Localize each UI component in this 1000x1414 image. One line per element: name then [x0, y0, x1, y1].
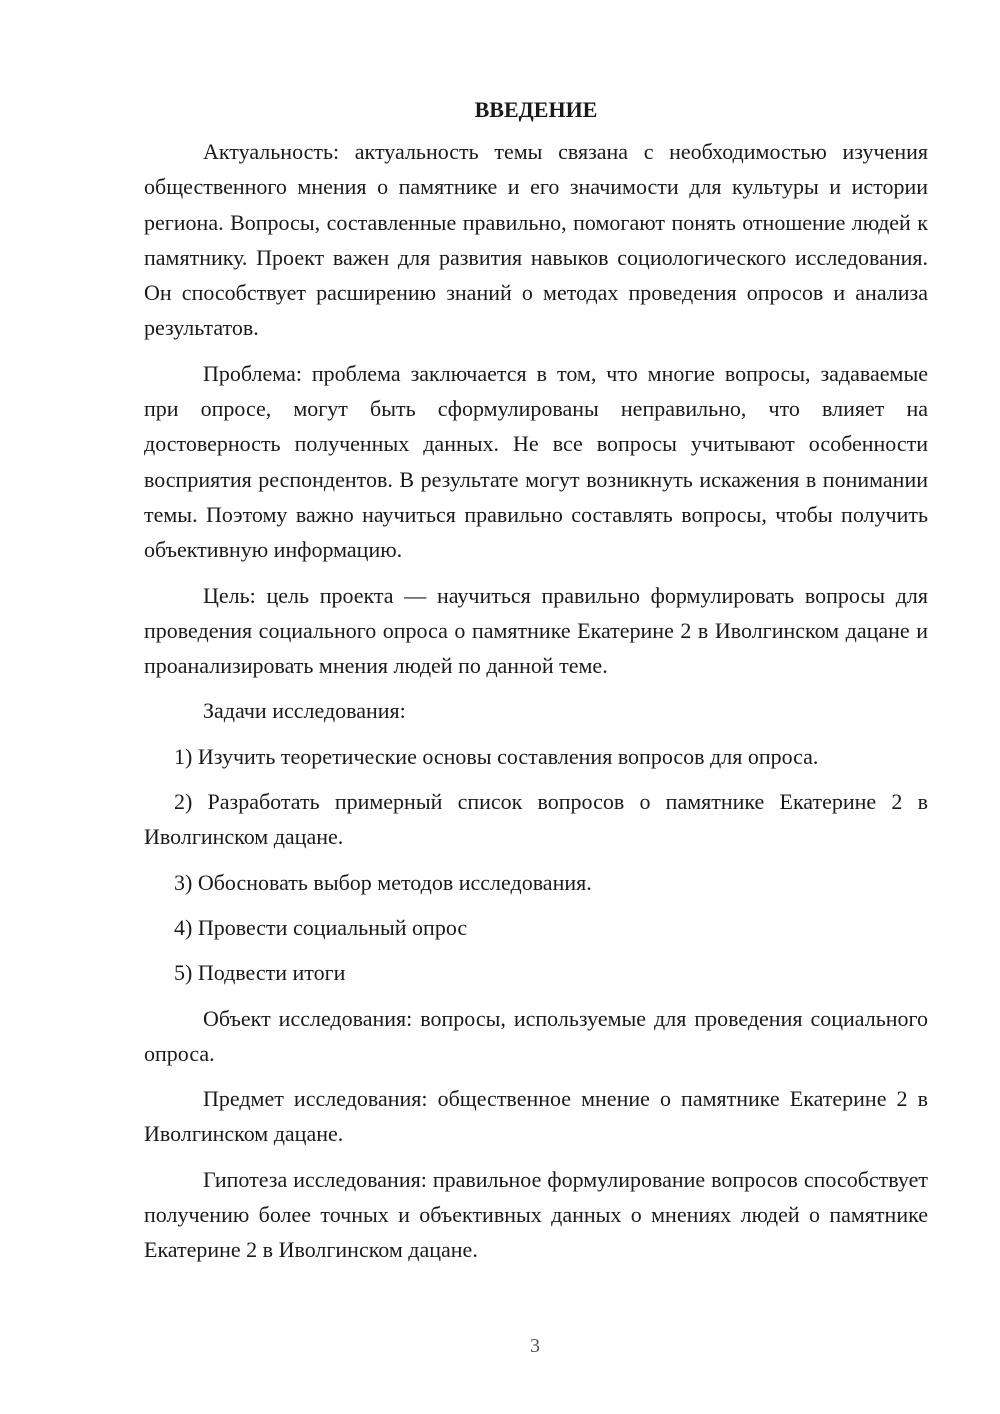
tasks-heading: Задачи исследования:: [203, 698, 406, 724]
task-item-1: 1) Изучить теоретические основы составления вопросов для опроса.: [174, 743, 819, 769]
hypothesis-paragraph: Гипотеза исследования: правильное формулирование вопросов способствует получению более точных и объективных данных о мнениях людей о памятнике Екатерине 2 в Иволгинском дацане.: [144, 1166, 928, 1263]
page-number: 3: [530, 1335, 540, 1357]
document-page: [144, 92, 928, 1278]
task-item-4: 4) Провести социальный опрос: [174, 914, 468, 940]
problem-paragraph: Проблема: проблема заключается в том, что многие вопросы, задаваемые при опросе, могут быть сформулированы неправильно, что влияет на достоверность полученных данных. Не все вопросы учитывают особенности восприятия респондентов. В результате могут возникнуть искажения в понимании темы. Поэтому важно научиться правильно составлять вопросы, чтобы получить объективную информацию.: [144, 360, 928, 563]
subject-paragraph: Предмет исследования: общественное мнение о памятнике Екатерине 2 в Иволгинском дацане.: [144, 1086, 928, 1147]
task-item-2: 2) Разработать примерный список вопросов о памятнике Екатерине 2 в Иволгинском дацане.: [144, 789, 928, 850]
task-item-3: 3) Обосновать выбор методов исследования.: [174, 869, 592, 895]
object-paragraph: Объект исследования: вопросы, используемые для проведения социального опроса.: [144, 1005, 928, 1066]
task-item-5: 5) Подвести итоги: [174, 960, 346, 986]
relevance-paragraph: Актуальность: актуальность темы связана с необходимостью изучения общественного мнения о памятнике и его значимости для культуры и истории региона. Вопросы, составленные правильно, помогают понять отношение людей к памятнику. Проект важен для развития навыков социологического исследования. Он способствует расширению знаний о методах проведения опросов и анализа результатов.: [144, 139, 928, 341]
section-title: ВВЕДЕНИЕ: [474, 97, 598, 122]
goal-paragraph: Цель: цель проекта — научиться правильно формулировать вопросы для проведения социального опроса о памятнике Екатерине 2 в Иволгинском дацане и проанализировать мнения людей по данной теме.: [144, 582, 928, 679]
